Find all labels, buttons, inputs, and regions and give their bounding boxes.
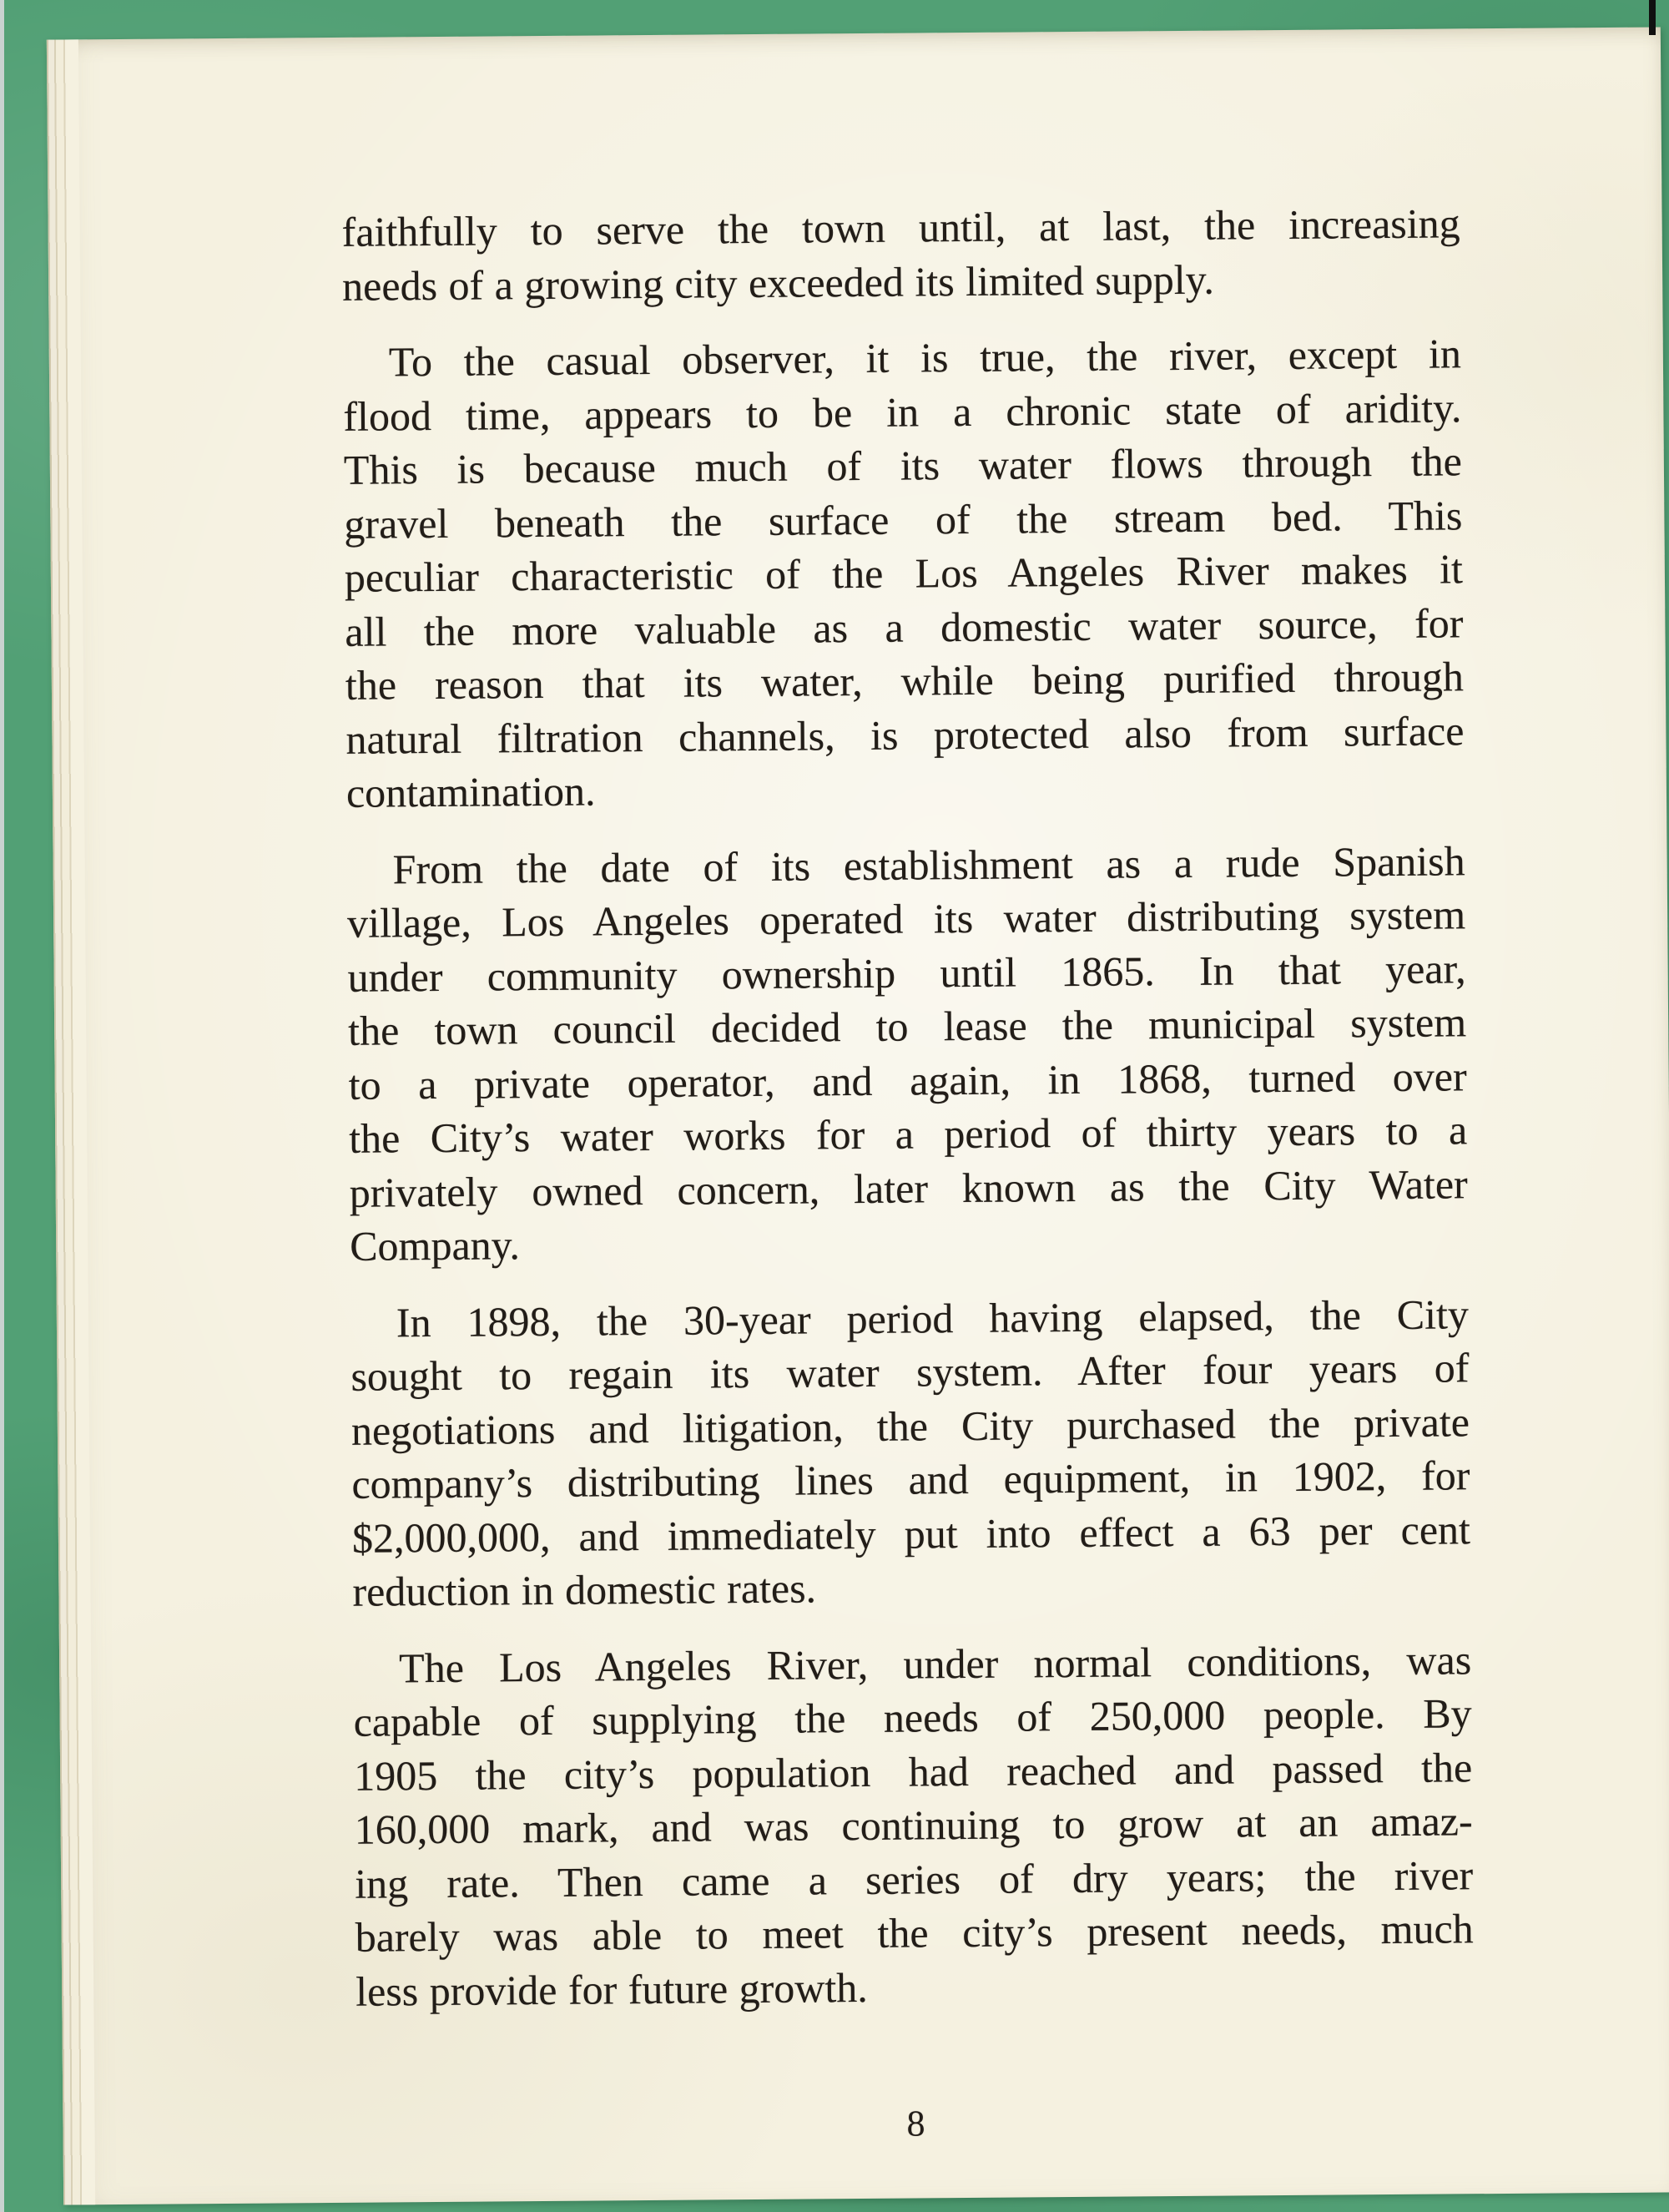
text-line: From the date of its establishment as a rude Spanish — [392, 836, 1465, 892]
page-text — [341, 196, 1474, 2018]
text-line: the City’s water works for a period of thirty years to a — [348, 1106, 1468, 1162]
text-line: less provide for future growth. — [355, 1963, 868, 2015]
text-line: flood time, appears to be in a chronic state of aridity. — [343, 383, 1462, 440]
text-line: all the more valuable as a domestic water source, for — [345, 598, 1464, 655]
text-line: $2,000,000, and immediately put into effect a 63 per cent — [351, 1505, 1471, 1562]
text-line: This is because much of its water flows through the — [343, 437, 1463, 493]
text-line: natural filtration channels, is protected also from surface — [345, 706, 1465, 763]
paragraph — [343, 326, 1465, 820]
text-line: To the casual observer, it is true, the river, except in — [388, 330, 1462, 386]
text-line: needs of a growing city exceeded its limited supply. — [341, 255, 1215, 310]
text-line: village, Los Angeles operated its water distributing system — [346, 891, 1466, 947]
text-line: gravel beneath the surface of the stream bed. This — [344, 491, 1463, 548]
text-line: reduction in domestic rates. — [352, 1564, 817, 1615]
text-line: Company. — [349, 1221, 521, 1270]
text-line: peculiar characteristic of the Los Angeles River makes it — [344, 545, 1464, 601]
text-line: privately owned concern, later known as the City Water — [349, 1159, 1468, 1216]
text-line: negotiations and litigation, the City purchased the private — [350, 1397, 1470, 1454]
text-line: 160,000 mark, and was continuing to grow at an amaz- — [354, 1797, 1473, 1853]
paragraph — [346, 834, 1468, 1274]
paragraph — [350, 1287, 1471, 1619]
text-line: 1905 the city’s population had reached and passed the — [353, 1743, 1473, 1800]
text-line: contamination. — [345, 767, 596, 816]
text-line: barely was able to meet the city’s present needs, much — [355, 1905, 1474, 1961]
text-line: company’s distributing lines and equipment, in 1902, for — [351, 1452, 1470, 1507]
text-line: to a private operator, and again, in 1868, turned over — [348, 1052, 1467, 1109]
paragraph — [353, 1633, 1475, 2018]
text-line: capable of supplying the needs of 250,000 people. By — [353, 1689, 1472, 1745]
text-line: the reason that its water, while being purified through — [345, 653, 1465, 709]
text-line: The Los Angeles River, under normal conditions, was — [398, 1635, 1472, 1691]
paragraph — [341, 196, 1460, 313]
cover-black-mark — [1649, 0, 1656, 35]
text-line: the town council decided to lease the municipal system — [347, 998, 1467, 1054]
page-number: 8 — [906, 2103, 925, 2144]
text-line: In 1898, the 30-year period having elapsed, the City — [396, 1290, 1470, 1346]
book-page — [47, 27, 1669, 2204]
text-line: faithfully to serve the town until, at last, the increasing — [341, 199, 1460, 255]
text-line: sought to regain its water system. After four years of — [350, 1344, 1470, 1400]
text-line: under community ownership until 1865. In that year, — [347, 944, 1466, 1001]
text-line: ing rate. Then came a series of dry years; the river — [354, 1851, 1474, 1907]
